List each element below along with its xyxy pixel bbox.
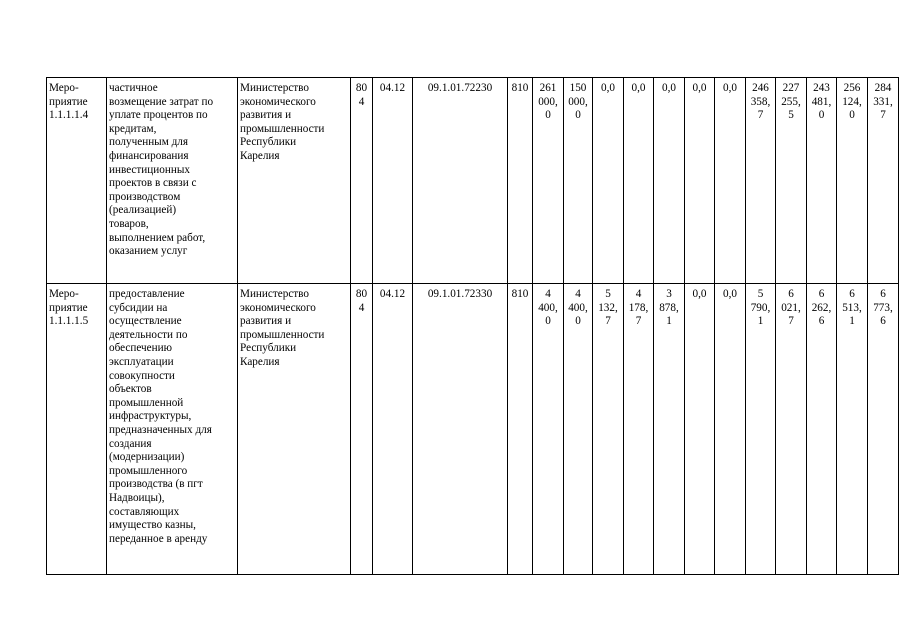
value-cell-line: 5 [788,109,794,122]
ministry-cell [238,284,351,575]
expense-type-cell-line: 810 [511,288,529,300]
value-cell-line: 513, [842,301,862,314]
description-cell-line: деятельности по [109,328,188,341]
value-cell-line: 400, [538,301,558,314]
value-cell-line: 0,0 [723,82,737,94]
description-cell-line: инвестиционных [109,163,190,176]
value-cell-line: 6 [818,288,825,300]
ministry-cell-line: Карелия [240,355,280,368]
description-cell-line: Надвоицы), [109,491,165,504]
value-cell-line: 7 [757,109,764,122]
value-cell-line: 0 [575,109,581,122]
event-label-cell-line: приятие [49,95,88,108]
value-cell-line: 000, [568,95,588,108]
grbs-cell-line: 80 [355,82,368,94]
value-cell [593,284,624,575]
description-cell-line: переданное в аренду [109,532,208,545]
description-cell-line: финансирования [109,149,189,162]
value-cell [533,78,564,284]
event-label-cell [47,284,107,575]
target-code-cell-line: 09.1.01.72330 [427,288,493,300]
value-cell-line: 878, [659,301,679,314]
value-cell [685,284,715,575]
value-cell [715,284,746,575]
expense-type-cell [508,78,533,284]
ministry-cell-line: Республики [240,136,297,149]
value-cell-line: 358, [750,95,771,108]
description-cell-line: промышленной [109,396,184,409]
value-cell [564,78,593,284]
value-cell [624,78,654,284]
table-body [47,78,899,575]
description-cell-line: проектов в связи с [109,177,197,190]
value-cell-line: 246 [752,82,769,94]
value-cell-line: 4 [545,288,551,300]
value-cell-line: 1 [666,315,672,328]
description-cell-line: возмещение затрат по [109,95,214,108]
description-cell-line: совокупности [109,369,175,382]
description-cell-line: производством [109,190,181,203]
value-cell-line: 7 [635,315,642,328]
value-cell-line: 4 [575,288,581,300]
description-cell-line: производства (в пгт [109,478,203,491]
description-cell-line: предоставление [109,288,185,300]
value-cell-line: 150 [569,82,587,94]
description-cell-line: осуществление [109,315,182,328]
value-cell-line: 261 [539,82,557,94]
value-cell [837,284,868,575]
event-label-cell-line: Меро- [49,82,79,94]
description-cell-line: субсидии на [109,301,168,314]
ministry-cell-line: Министерство [240,82,309,94]
expense-type-cell-line: 810 [511,82,529,94]
ministry-cell-line: экономического [240,95,316,108]
description-cell-line: частичное [109,82,158,94]
value-cell [868,78,899,284]
value-cell-line: 0,0 [601,82,615,94]
ministry-cell-line: экономического [240,301,316,314]
event-label-cell-line: 1.1.1.1.4 [49,109,89,122]
value-cell-line: 262, [811,301,832,314]
value-cell [593,78,624,284]
value-cell-line: 5 [757,288,764,300]
section-cell-line: 04.12 [379,288,406,300]
value-cell-line: 0 [818,109,825,122]
value-cell-line: 256 [843,82,861,94]
description-cell [107,78,238,284]
value-cell-line: 0,0 [692,288,707,300]
description-cell-line: обеспечению [109,342,172,355]
value-cell-line: 7 [605,315,611,328]
value-cell [624,284,654,575]
grbs-cell-line: 4 [358,301,365,314]
value-cell [533,284,564,575]
description-cell-line: оказанием услуг [109,245,188,258]
value-cell [807,78,837,284]
value-cell-line: 124, [842,95,862,108]
table-row [47,78,899,284]
value-cell [564,284,593,575]
value-cell-line: 481, [811,95,832,108]
value-cell-line: 6 [880,288,886,300]
value-cell [776,78,807,284]
value-cell-line: 227 [782,82,800,94]
value-cell-line: 400, [568,301,588,314]
ministry-cell-line: Республики [240,342,297,355]
value-cell-line: 6 [849,288,855,300]
value-cell-line: 5 [605,288,611,300]
value-cell [776,284,807,575]
ministry-cell [238,78,351,284]
grbs-cell [351,284,373,575]
value-cell [715,78,746,284]
value-cell-line: 132, [598,301,618,314]
value-cell [746,284,776,575]
value-cell [746,78,776,284]
value-cell-line: 790, [750,301,771,314]
event-label-cell-line: приятие [49,301,88,314]
value-cell [807,284,837,575]
ministry-cell-line: Министерство [240,288,309,300]
section-cell [373,78,413,284]
value-cell-line: 284 [874,82,892,94]
value-cell-line: 243 [813,82,830,94]
value-cell-line: 331, [873,95,893,108]
value-cell [837,78,868,284]
description-cell-line: товаров, [109,217,149,230]
ministry-cell-line: развития и [240,109,292,122]
value-cell-line: 000, [538,95,558,108]
description-cell-line: (реализацией) [109,204,177,217]
grbs-cell [351,78,373,284]
section-cell [373,284,413,575]
description-cell-line: полученным для [109,136,188,149]
value-cell-line: 6 [788,288,794,300]
expense-type-cell [508,284,533,575]
value-cell-line: 0 [545,315,551,328]
event-label-cell-line: 1.1.1.1.5 [49,315,89,328]
grbs-cell-line: 80 [355,288,368,300]
description-cell [107,284,238,575]
target-code-cell [413,284,508,575]
value-cell-line: 1 [757,315,764,328]
value-cell-line: 0,0 [662,82,676,94]
table-row [47,284,899,575]
description-cell-line: (модернизации) [109,451,185,464]
target-code-cell-line: 09.1.01.72230 [427,82,493,94]
value-cell-line: 7 [880,109,886,122]
section-cell-line: 04.12 [379,82,406,94]
target-code-cell [413,78,508,284]
description-cell-line: инфраструктуры, [109,410,192,423]
value-cell-line: 6 [818,315,825,328]
description-cell-line: промышленного [109,464,188,477]
value-cell [654,284,685,575]
description-cell-line: объектов [109,383,152,396]
description-cell-line: эксплуатации [109,355,174,368]
budget-table [46,77,899,575]
value-cell-line: 1 [849,315,855,328]
value-cell [685,78,715,284]
value-cell-line: 0 [545,109,551,122]
value-cell-line: 6 [880,315,886,328]
value-cell-line: 4 [635,288,642,300]
value-cell-line: 021, [781,301,801,314]
ministry-cell-line: развития и [240,315,292,328]
value-cell-line: 773, [873,301,893,314]
value-cell [868,284,899,575]
description-cell-line: создания [109,437,152,450]
description-cell-line: имущество казны, [109,519,196,532]
description-cell-line: кредитам, [109,122,157,135]
grbs-cell-line: 4 [358,95,365,108]
value-cell-line: 0,0 [631,82,646,94]
ministry-cell-line: Карелия [240,149,280,162]
value-cell-line: 7 [788,315,794,328]
description-cell-line: предназначенных для [109,423,212,436]
value-cell-line: 0,0 [723,288,737,300]
value-cell-line: 255, [781,95,801,108]
description-cell-line: уплате процентов по [109,109,208,122]
value-cell-line: 3 [666,288,672,300]
ministry-cell-line: промышленности [240,122,325,135]
event-label-cell-line: Меро- [49,288,79,300]
value-cell-line: 0 [575,315,581,328]
value-cell [654,78,685,284]
description-cell-line: выполнением работ, [109,231,206,244]
ministry-cell-line: промышленности [240,328,325,341]
value-cell-line: 178, [628,301,649,314]
event-label-cell [47,78,107,284]
description-cell-line: составляющих [109,505,180,518]
value-cell-line: 0,0 [692,82,707,94]
value-cell-line: 0 [849,109,855,122]
